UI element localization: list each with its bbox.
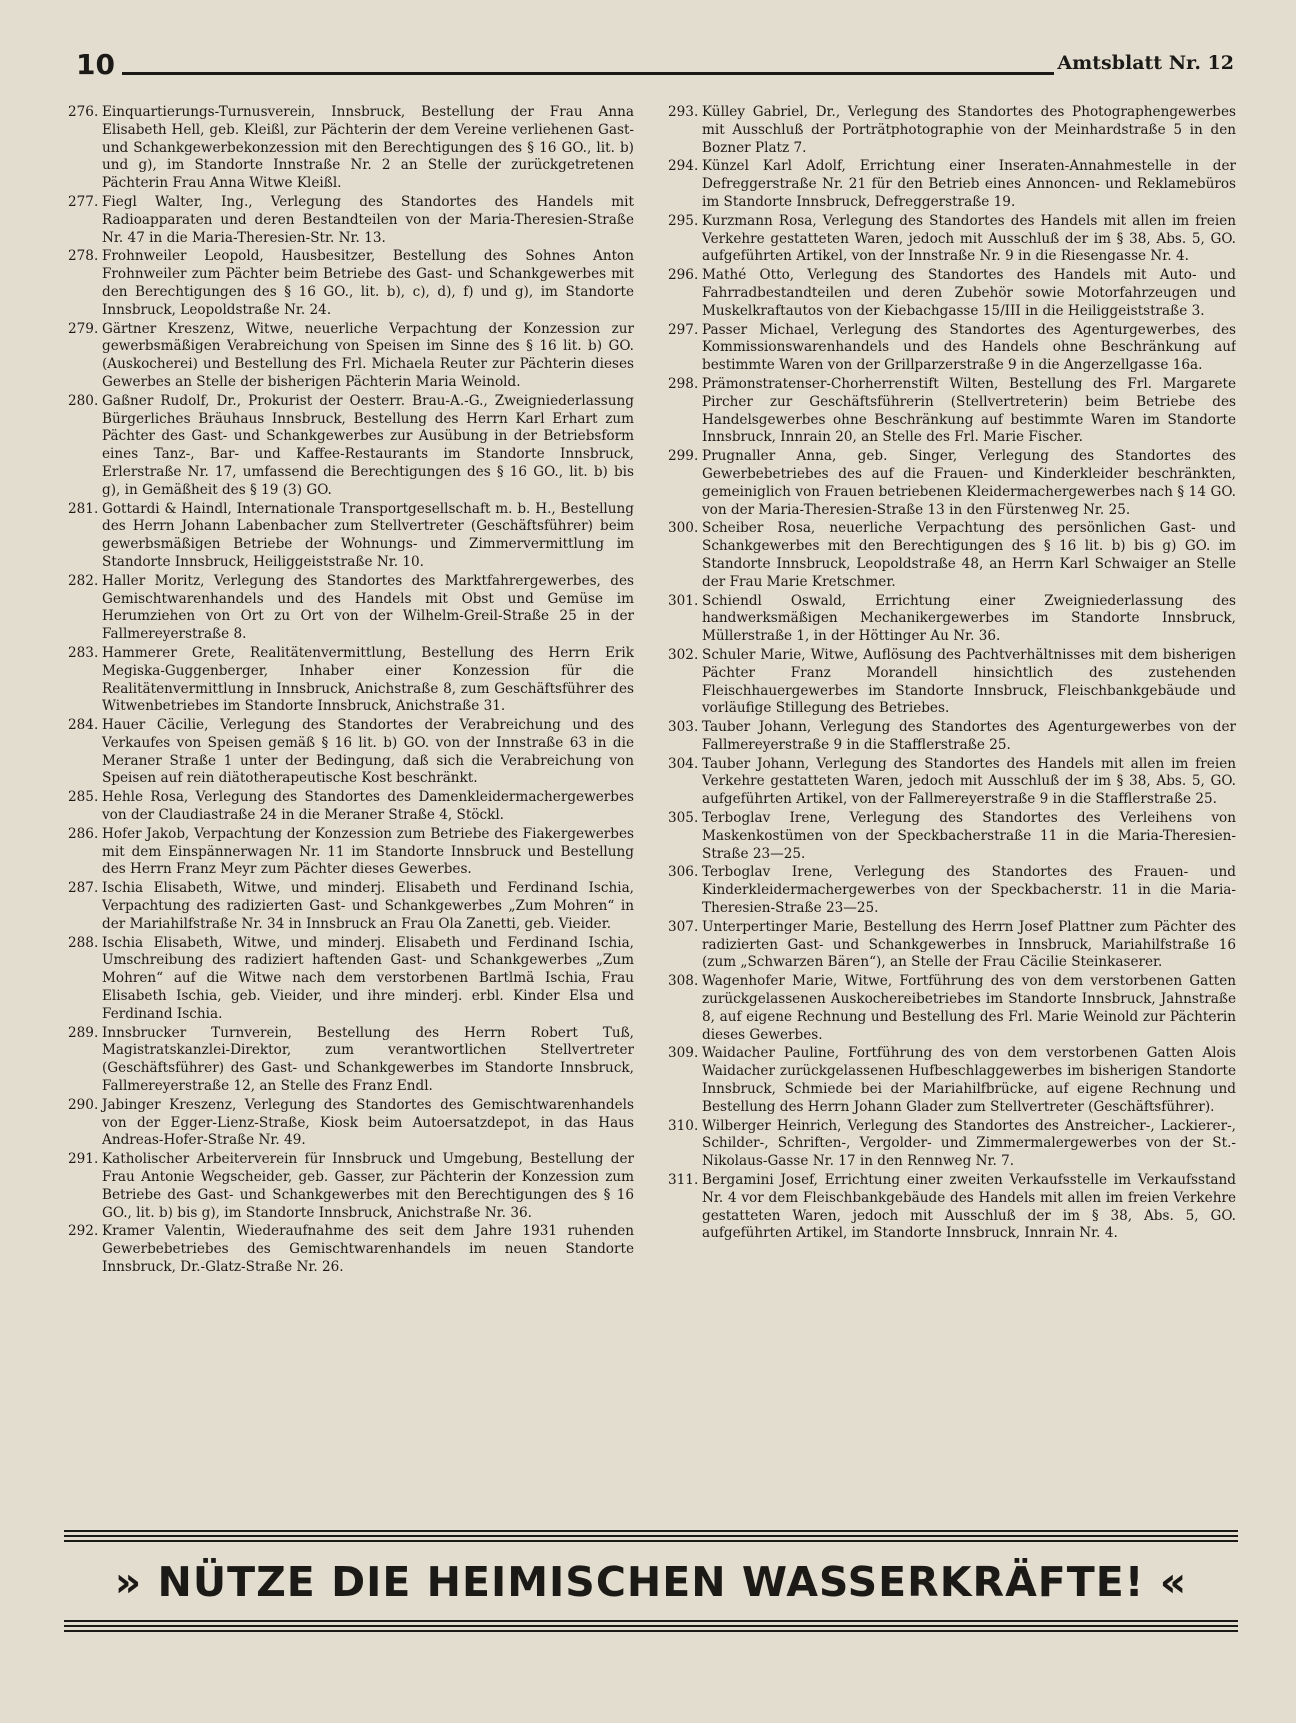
notice-entry — [668, 1045, 1236, 1116]
notice-text: Wilberger Heinrich, Verlegung des Standortes des Anstreicher-, Lackierer-, Schilder-, Schriften-, Vergolder- und Zimmermalergewerbes von der St.-Nikolaus-Gasse Nr. 17 in den Rennweg Nr. 7. — [702, 1117, 1236, 1170]
notice-text: Passer Michael, Verlegung des Standortes des Agenturgewerbes, des Kommissionswarenhandels und des Handels ohne Beschränkung auf bestimmte Waren von der Grillparzerstraße 9 in die Angerzellgasse 16a. — [702, 321, 1236, 374]
notice-number: 282. — [68, 572, 99, 589]
notice-text: Mathé Otto, Verlegung des Standortes des Handels mit Auto- und Fahrradbestandteilen und deren Zubehör sowie Motorfahrzeugen und Muskelkraftautos von der Kiebachgasse 15/III in die Heiliggeiststraße 3. — [702, 267, 1236, 319]
notice-entry — [668, 919, 1236, 972]
notice-text: Külley Gabriel, Dr., Verlegung des Standortes des Photographengewerbes mit Ausschluß der Porträtphotographie von der Meinhardstraße 5 in den Bozner Platz 7. — [702, 104, 1236, 156]
banner-slogan: » NÜTZE DIE HEIMISCHEN WASSERKRÄFTE! « — [114, 1558, 1188, 1606]
notice-number: 311. — [668, 1172, 699, 1189]
notice-number: 308. — [668, 973, 699, 990]
notice-number: 281. — [68, 500, 99, 517]
notice-number: 286. — [68, 825, 99, 842]
notice-entry — [668, 448, 1236, 519]
notice-text: Einquartierungs-Turnusverein, Innsbruck, Bestellung der Frau Anna Elisabeth Hell, geb. Kleißl, zur Pächterin der dem Vereine verliehenen Gast- und Schankgewerbekonzession mit den Berechtigungen des § 16 GO., lit. b) und g), im Standorte Innstraße Nr. 2 an Stelle der zurückgetretenen Pächterin Frau Anna Witwe Kleißl. — [102, 104, 634, 192]
notice-entry — [68, 1025, 634, 1096]
notice-number: 276. — [68, 104, 99, 120]
notice-entry — [68, 573, 634, 644]
notice-number: 307. — [668, 918, 699, 935]
notice-entry — [68, 717, 634, 788]
notice-text: Wagenhofer Marie, Witwe, Fortführung des von dem verstorbenen Gatten zurückgelassenen Auskochereibetriebes im Standorte Innsbruck, Jahnstraße 8, auf eigene Rechnung und Bestellung des Frl. Marie Weinold zur Pächterin dieses Gewerbes. — [702, 973, 1236, 1043]
notice-number: 288. — [68, 934, 99, 951]
notice-entry — [668, 1172, 1236, 1243]
right-column — [668, 104, 1236, 1516]
banner-rules-top — [64, 1530, 1238, 1548]
notice-text: Frohnweiler Leopold, Hausbesitzer, Bestellung des Sohnes Anton Frohnweiler zum Pächter beim Betriebe des Gast- und Schankgewerbes mit den Berechtigungen des § 16 GO., lit. b), c), d), f) und g), im Standorte Innsbruck, Leopoldstraße Nr. 24. — [102, 248, 634, 318]
notice-text: Waidacher Pauline, Fortführung des von dem verstorbenen Gatten Alois Waidacher zurückgelassenen Hufbeschlaggewerbes im bisherigen Standorte Innsbruck, Schmiede bei der Mariahilfbrücke, auf eigene Rechnung und Bestellung des Herrn Johann Glader zum Stellvertreter (Geschäftsführer). — [702, 1045, 1236, 1115]
notice-entry — [68, 248, 634, 319]
notice-text: Scheiber Rosa, neuerliche Verpachtung des persönlichen Gast- und Schankgewerbes mit den Berechtigungen des § 16 lit. b) bis g) GO. im Standorte Innsbruck, Leopoldstraße 48, an Herrn Karl Schwaiger an Stelle der Frau Marie Kretschmer. — [702, 520, 1236, 590]
left-column — [68, 104, 634, 1516]
notice-number: 296. — [668, 267, 699, 284]
notice-entry — [668, 267, 1236, 320]
notice-number: 279. — [68, 320, 99, 337]
notice-entry — [668, 158, 1236, 211]
notice-entry — [668, 973, 1236, 1044]
notice-text: Hofer Jakob, Verpachtung der Konzession zum Betriebe des Fiakergewerbes mit dem Einspännerwagen Nr. 11 im Standorte Innsbruck und Bestellung des Herrn Franz Meyr zum Pächter dieses Gewerbes. — [102, 825, 634, 878]
notice-number: 304. — [668, 755, 699, 772]
notice-number: 287. — [68, 880, 99, 897]
notice-number: 292. — [68, 1223, 99, 1240]
notice-text: Künzel Karl Adolf, Errichtung einer Inseraten-Annahmestelle in der Defreggerstraße Nr. 21 für den Betrieb eines Annoncen- und Reklamebüros im Standorte Innsbruck, Defreggerstraße 19. — [702, 158, 1236, 210]
notice-text: Haller Moritz, Verlegung des Standortes des Marktfahrergewerbes, des Gemischtwarenhandels und des Handels mit Obst und Gemüse im Herumziehen von Ort zu Ort von der Wilhelm-Greil-Straße 25 in der Fallmereyerstraße 8. — [102, 572, 634, 643]
notice-entry — [668, 864, 1236, 917]
notice-text: Kurzmann Rosa, Verlegung des Standortes des Handels mit allen im freien Verkehre gestatteten Waren, jedoch mit Ausschluß der im § 38, Abs. 5, GO. aufgeführten Artikel, von der Innstraße Nr. 9 in die Riesengasse Nr. 4. — [702, 212, 1236, 265]
notice-number: 299. — [668, 448, 699, 465]
notice-entry — [68, 104, 634, 193]
notice-text: Innsbrucker Turnverein, Bestellung des Herrn Robert Tuß, Magistratskanzlei-Direktor, zum verantwortlichen Stellvertreter (Geschäftsführer) des Gast- und Schankgewerbes im Standorte Innsbruck, Fallmereyerstraße 12, an Stelle des Franz Endl. — [102, 1024, 634, 1095]
banner-rules-bottom — [64, 1620, 1238, 1638]
notice-number: 310. — [668, 1117, 699, 1134]
notice-number: 280. — [68, 392, 99, 409]
notice-entry — [68, 826, 634, 879]
slogan-banner — [64, 1520, 1238, 1690]
notice-number: 301. — [668, 592, 699, 609]
notice-text: Terboglav Irene, Verlegung des Standortes des Frauen- und Kinderkleidermachergewerbes von der Speckbacherstr. 11 in die Maria-Theresien-Straße 23—25. — [702, 864, 1236, 917]
notice-number: 290. — [68, 1096, 99, 1113]
notice-text: Hauer Cäcilie, Verlegung des Standortes der Verabreichung und des Verkaufes von Speisen gemäß § 16 lit. b) GO. von der Innstraße 63 in die Meraner Straße 1 unter der Bedingung, daß sich die Verabreichung von Speisen auf rein diätotherapeutische Kost beschränkt. — [102, 717, 634, 787]
notice-text: Prämonstratenser-Chorherrenstift Wilten, Bestellung des Frl. Margarete Pircher zur Geschäftsführerin (Stellvertreterin) beim Betriebe des Handelsgewerbes ohne Beschränkung auf bestimmte Waren im Standorte Innsbruck, Innrain 20, an Stelle des Frl. Marie Fischer. — [702, 375, 1236, 446]
notice-number: 291. — [68, 1151, 99, 1168]
notice-text: Ischia Elisabeth, Witwe, und minderj. Elisabeth und Ferdinand Ischia, Umschreibung des radiziert haftenden Gast- und Schankgewerbes „Zum Mohren“ auf die Witwe nach dem verstorbenen Bartlmä Ischia, Frau Elisabeth Ischia, geb. Vieider, und ihre minderj. erbl. Kinder Elsa und Ferdinand Ischia. — [102, 934, 634, 1022]
notice-text: Tauber Johann, Verlegung des Standortes des Agenturgewerbes von der Fallmereyerstraße 9 in die Stafflerstraße 25. — [702, 719, 1236, 753]
notice-number: 305. — [668, 810, 699, 827]
page-header — [76, 48, 1234, 80]
notice-text: Kramer Valentin, Wiederaufnahme des seit dem Jahre 1931 ruhenden Gewerbebetriebes des Gemischtwarenhandels im neuen Standorte Innsbruck, Dr.-Glatz-Straße Nr. 26. — [102, 1223, 634, 1275]
notice-number: 283. — [68, 644, 99, 661]
notice-entry — [668, 322, 1236, 375]
notice-text: Terboglav Irene, Verlegung des Standortes des Verleihens von Maskenkostümen von der Speckbacherstraße 11 in die Maria-Theresien-Straße 23—25. — [702, 810, 1236, 862]
notice-number: 278. — [68, 248, 99, 265]
notice-entry — [668, 376, 1236, 447]
notice-entry — [68, 393, 634, 500]
notice-text: Schuler Marie, Witwe, Auflösung des Pachtverhältnisses mit dem bisherigen Pächter Franz Morandell hinsichtlich des zustehenden Fleischhauergewerbes im Standorte Innsbruck, Fleischbankgebäude und vorläufige Stillegung des Betriebes. — [702, 646, 1236, 717]
notice-entry — [668, 104, 1236, 157]
notice-text: Prugnaller Anna, geb. Singer, Verlegung des Standortes des Gewerbebetriebes des auf die Frauen- und Kinderkleider beschränkten, gemeiniglich von Frauen betriebenen Kleidermachergewerbes nach § 14 GO. von der Maria-Theresien-Straße 13 in den Fürstenweg Nr. 25. — [702, 448, 1236, 518]
notice-entry — [68, 501, 634, 572]
notice-entry — [68, 1097, 634, 1150]
notice-text: Gaßner Rudolf, Dr., Prokurist der Oesterr. Brau-A.-G., Zweigniederlassung Bürgerliches Bräuhaus Innsbruck, Bestellung des Herrn Karl Erhart zum Pächter des Gast- und Schankgewerbes zur Ausübung in der Betriebsform eines Tanz-, Bar- und Kaffee-Restaurants im Standorte Innsbruck, Erlerstraße Nr. 17, umfassend die Berechtigungen des § 16 GO., lit. b) bis g), in Gemäßheit des § 19 (3) GO. — [102, 392, 634, 498]
notice-text: Gärtner Kreszenz, Witwe, neuerliche Verpachtung der Konzession zur gewerbsmäßigen Verabreichung von Speisen im Sinne des § 16 lit. b) GO. (Auskocherei) und Bestellung des Frl. Michaela Reuter zur Pächterin dieses Gewerbes an Stelle der bisherigen Pächterin Maria Weinold. — [102, 320, 634, 390]
notice-text: Ischia Elisabeth, Witwe, und minderj. Elisabeth und Ferdinand Ischia, Verpachtung des radizierten Gast- und Schankgewerbes „Zum Mohren“ in der Mariahilfstraße Nr. 34 in Innsbruck an Frau Ola Zanetti, geb. Vieider. — [102, 880, 634, 932]
notice-number: 302. — [668, 646, 699, 663]
notice-entry — [68, 880, 634, 933]
notice-entry — [668, 647, 1236, 718]
notice-number: 277. — [68, 193, 99, 210]
notice-entry — [668, 810, 1236, 863]
notice-text: Katholischer Arbeiterverein für Innsbruck und Umgebung, Bestellung der Frau Antonie Wegscheider, geb. Gasser, zur Pächterin der Konzession zum Betriebe des Gast- und Schankgewerbes mit den Berechtigungen des § 16 GO., lit. b) bis g), im Standorte Innsbruck, Anichstraße Nr. 36. — [102, 1151, 634, 1221]
notice-number: 289. — [68, 1024, 99, 1041]
notice-number: 306. — [668, 864, 699, 881]
notice-entry — [68, 321, 634, 392]
notice-number: 298. — [668, 375, 699, 392]
notice-text: Schiendl Oswald, Errichtung einer Zweigniederlassung des handwerksmäßigen Mechanikergewerbes im Standorte Innsbruck, Müllerstraße 1, in der Höttinger Au Nr. 36. — [702, 592, 1236, 645]
notice-entry — [668, 520, 1236, 591]
notice-number: 284. — [68, 717, 99, 734]
notice-number: 297. — [668, 321, 699, 338]
notice-entry — [68, 935, 634, 1024]
notice-text: Hammerer Grete, Realitätenvermittlung, Bestellung des Herrn Erik Megiska-Guggenberger, Inhaber einer Konzession für die Realitätenvermittlung in Innsbruck, Anichstraße 8, zum Geschäftsführer des Witwenbetriebes im Standorte Innsbruck, Anichstraße 31. — [102, 644, 634, 715]
notice-entry — [668, 719, 1236, 755]
notice-number: 285. — [68, 789, 99, 806]
notice-entry — [668, 213, 1236, 266]
notice-entry — [668, 756, 1236, 809]
notice-entry — [68, 1223, 634, 1276]
notice-text: Fiegl Walter, Ing., Verlegung des Standortes des Handels mit Radioapparaten und deren Bestandteilen von der Maria-Theresien-Straße Nr. 47 in die Maria-Theresien-Str. Nr. 13. — [102, 193, 634, 246]
notice-entry — [68, 1151, 634, 1222]
notice-entry — [68, 645, 634, 716]
notice-text: Tauber Johann, Verlegung des Standortes des Handels mit allen im freien Verkehre gestatteten Waren, jedoch mit Ausschluß der im § 38, Abs. 5, GO. aufgeführten Artikel, von der Fallmereyerstraße 9 in die Stafflerstraße 25. — [702, 755, 1236, 808]
notice-text: Gottardi & Haindl, Internationale Transportgesellschaft m. b. H., Bestellung des Herrn Johann Labenbacher zum Stellvertreter (Geschäftsführer) beim gewerbsmäßigen Betriebe der Wohnungs- und Zimmervermittlung im Standorte Innsbruck, Heiliggeiststraße Nr. 10. — [102, 500, 634, 570]
notice-number: 293. — [668, 104, 699, 120]
notice-entry — [668, 593, 1236, 646]
issue-title: Amtsblatt Nr. 12 — [1057, 52, 1234, 74]
notice-text: Unterpertinger Marie, Bestellung des Herrn Josef Plattner zum Pächter des radizierten Gast- und Schankgewerbes in Innsbruck, Mariahilfstraße 16 (zum „Schwarzen Bären“), an Stelle der Frau Cäcilie Steinkaserer. — [702, 918, 1236, 971]
page-number: 10 — [76, 48, 115, 81]
header-rule — [122, 72, 1054, 75]
notice-number: 300. — [668, 520, 699, 537]
notice-text: Hehle Rosa, Verlegung des Standortes des Damenkleidermachergewerbes von der Claudiastraße 24 in die Meraner Straße 4, Stöckl. — [102, 789, 634, 824]
notice-columns — [68, 104, 1236, 1516]
notice-number: 309. — [668, 1045, 699, 1062]
notice-text: Jabinger Kreszenz, Verlegung des Standortes des Gemischtwarenhandels von der Egger-Lienz-Straße, Kiosk beim Autoersatzdepot, in das Haus Andreas-Hofer-Straße Nr. 49. — [102, 1096, 634, 1149]
notice-entry — [68, 789, 634, 825]
notice-text: Bergamini Josef, Errichtung einer zweiten Verkaufsstelle im Verkaufsstand Nr. 4 vor dem Fleischbankgebäude des Handels mit allen im freien Verkehre gestatteten Waren, jedoch mit Ausschluß der im § 38, Abs. 5, GO. aufgeführten Artikel, im Standorte Innsbruck, Innrain Nr. 4. — [702, 1172, 1236, 1242]
notice-entry — [68, 194, 634, 247]
notice-entry — [668, 1118, 1236, 1171]
notice-number: 294. — [668, 158, 699, 175]
notice-number: 303. — [668, 719, 699, 736]
notice-number: 295. — [668, 212, 699, 229]
